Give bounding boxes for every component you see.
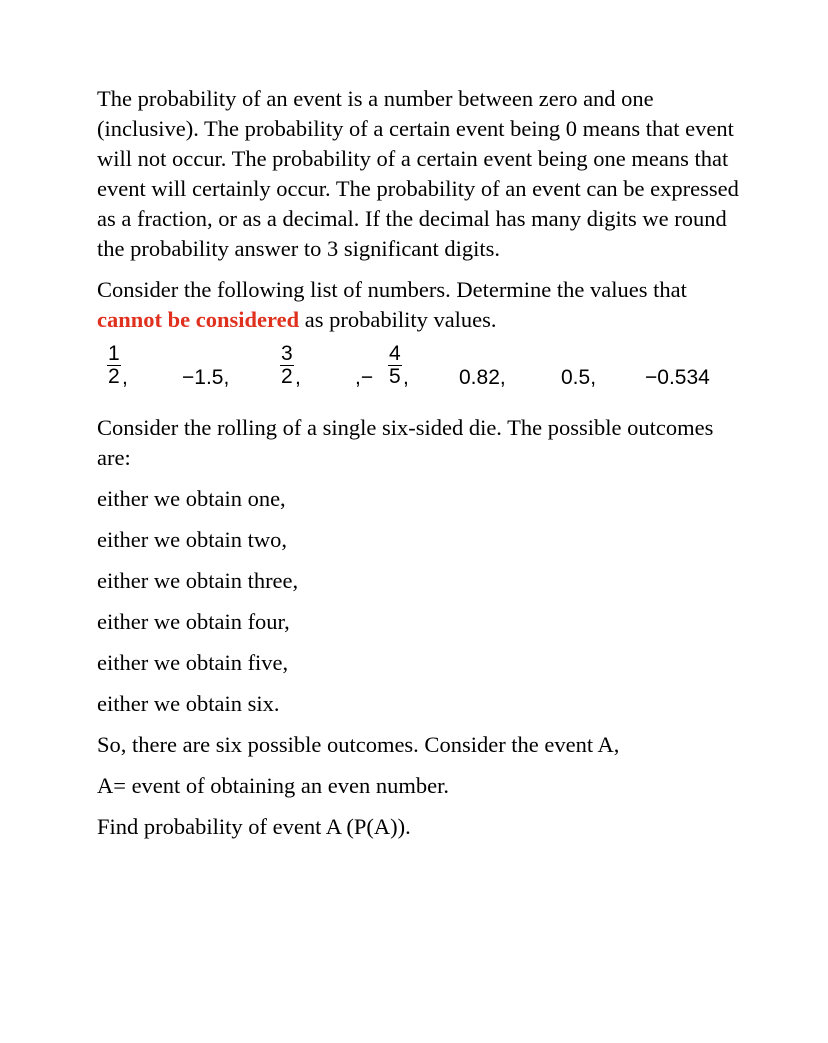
fraction-one-half — [107, 343, 121, 388]
fraction-four-fifths — [388, 343, 402, 388]
numerator: 3 — [281, 342, 293, 365]
separator: , — [122, 366, 128, 389]
number-neg-1-5: −1.5, — [182, 366, 230, 389]
consider-paragraph — [97, 275, 747, 335]
outcome-item: either we obtain one, — [97, 486, 286, 511]
denominator: 2 — [108, 365, 120, 388]
outcome-item: either we obtain six. — [97, 691, 280, 716]
outcome-item: either we obtain two, — [97, 527, 287, 552]
outcome-item: either we obtain four, — [97, 609, 290, 634]
outcome-item: either we obtain three, — [97, 568, 299, 593]
numerator: 1 — [108, 342, 120, 365]
consider-text-after: as probability values. — [299, 307, 497, 332]
document — [97, 84, 747, 842]
number-0-5: 0.5, — [561, 366, 597, 389]
fraction-three-halves — [280, 343, 294, 388]
outcomes-summary: So, there are six possible outcomes. Consider the event A, — [97, 732, 620, 757]
separator: , — [403, 366, 409, 389]
denominator: 2 — [281, 365, 293, 388]
denominator: 5 — [389, 365, 401, 388]
intro-paragraph: The probability of an event is a number between zero and one (inclusive). The probability of a certain event being 0 means that event will not occur. The probability of a certain event being one means that event will certainly occur. The probability of an event can be expressed as a fraction, or as a decimal. If the decimal has many digits we round the probability answer to 3 significant digits. — [97, 86, 739, 261]
consider-text-before: Consider the following list of numbers. Determine the values that — [97, 277, 687, 302]
outcome-item: either we obtain five, — [97, 650, 289, 675]
number-neg-0-534: −0.534 — [645, 366, 710, 389]
prefix: ,− — [355, 366, 374, 389]
numerator: 4 — [389, 342, 401, 365]
die-intro: Consider the rolling of a single six-sided die. The possible outcomes are: — [97, 415, 714, 470]
number-list — [97, 343, 747, 413]
highlight-text: cannot be considered — [97, 307, 300, 332]
question: Find probability of event A (P(A)). — [97, 814, 411, 839]
separator: , — [295, 366, 301, 389]
number-0-82: 0.82, — [459, 366, 506, 389]
event-definition: A= event of obtaining an even number. — [97, 773, 449, 798]
